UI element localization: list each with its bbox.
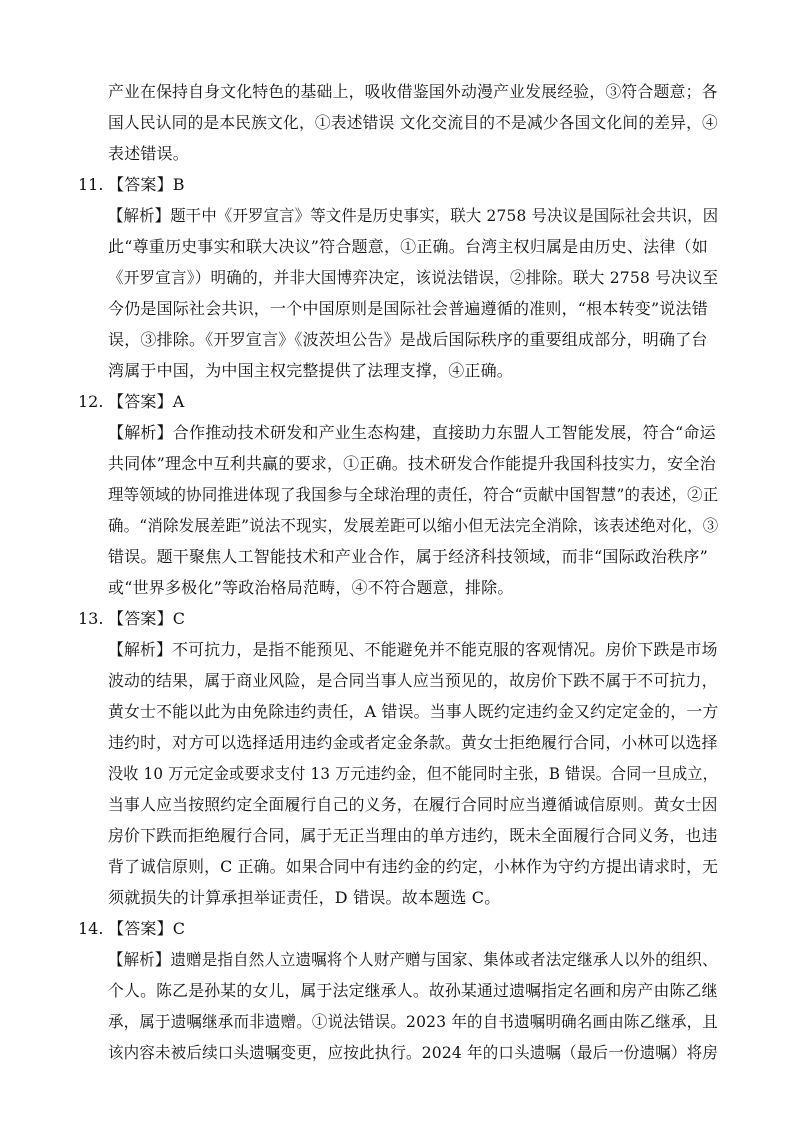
explanation-line: 须就损失的计算承担举证责任，D 错误。故本题选 C。 (108, 888, 501, 907)
explanation-line: 《开罗宣言》）明确的，并非大国博弈决定，该说法错误，②排除。联大 2758 号决议至 (108, 268, 719, 287)
explanation-line: 误，③排除。《开罗宣言》《波茨坦公告》是战后国际秩序的重要组成部分，明确了台 (108, 330, 708, 349)
explanation-line: 共同体”理念中互利共赢的要求，①正确。技术研发合作能提升我国科技实力，安全治 (108, 454, 716, 473)
explanation-line: 【解析】不可抗力，是指不能预见、不能避免并不能克服的客观情况。房价下跌是市场 (108, 640, 718, 659)
answer-label: 【答案】A (108, 392, 185, 411)
intro-line-2: 国人民认同的是本民族文化，①表述错误 文化交流目的不是减少各国文化间的差异，④ (108, 113, 718, 132)
explanation-line: 【解析】合作推动技术研发和产业生态构建，直接助力东盟人工智能发展，符合“命运 (108, 423, 716, 442)
explanation-line: 或“世界多极化”等政治格局范畴，④不符合题意，排除。 (108, 578, 514, 597)
question-number: 12. (78, 392, 104, 411)
explanation-line: 没收 10 万元定金或要求支付 13 万元违约金，但不能同时主张，B 错误。合同一旦成立， (108, 764, 718, 783)
explanation-line: 理等领域的协同推进体现了我国参与全球治理的责任，符合“贡献中国智慧”的表述，②正 (108, 485, 719, 504)
explanation-line: 【解析】遗赠是指自然人立遗嘱将个人财产赠与国家、集体或者法定继承人以外的组织、 (108, 950, 718, 969)
intro-line-3: 表述错误。 (108, 144, 190, 163)
explanation-line: 当事人应当按照约定全面履行自己的义务，在履行合同时应当遵循诚信原则。黄女士因 (108, 795, 718, 814)
explanation-line: 承，属于遗嘱继承而非遗赠。①说法错误。2023 年的自书遗嘱明确名画由陈乙继承，且 (108, 1012, 719, 1031)
explanation-line: 今仍是国际社会共识，一个中国原则是国际社会普遍遵循的准则，“根本转变”说法错 (108, 299, 708, 318)
explanation-line: 确。“消除发展差距”说法不现实，发展差距可以缩小但无法完全消除，该表述绝对化，③ (108, 516, 719, 535)
explanation-line: 波动的结果，属于商业风险，是合同当事人应当预见的，故房价下跌不属于不可抗力， (108, 671, 718, 690)
explanation-line: 错误。题干聚焦人工智能技术和产业合作，属于经济科技领域，而非“国际政治秩序” (108, 547, 708, 566)
explanation-line: 背了诚信原则，C 正确。如果合同中有违约金的约定，小林作为守约方提出请求时，无 (108, 857, 719, 876)
explanation-line: 该内容未被后续口头遗嘱变更，应按此执行。2024 年的口头遗嘱（最后一份遗嘱）将房 (108, 1043, 719, 1062)
explanation-line: 个人。陈乙是孙某的女儿，属于法定继承人。故孙某通过遗嘱指定名画和房产由陈乙继 (108, 981, 718, 1000)
explanation-line: 违约时，对方可以选择适用违约金或者定金条款。黄女士拒绝履行合同，小林可以选择 (108, 733, 718, 752)
explanation-line: 湾属于中国，为中国主权完整提供了法理支撑，④正确。 (108, 361, 514, 380)
intro-line-1: 产业在保持自身文化特色的基础上，吸收借鉴国外动漫产业发展经验，③符合题意；各 (108, 82, 718, 101)
answer-label: 【答案】B (108, 175, 185, 194)
question-number: 11. (78, 175, 104, 194)
explanation-line: 此“尊重历史事实和联大决议”符合题意，①正确。台湾主权归属是由历史、法律（如 (108, 237, 708, 256)
answer-label: 【答案】C (108, 919, 186, 938)
explanation-line: 【解析】题干中《开罗宣言》等文件是历史事实，联大 2758 号决议是国际社会共识，因 (108, 206, 719, 225)
question-number: 13. (78, 609, 104, 628)
explanation-line: 黄女士不能以此为由免除违约责任，A 错误。当事人既约定违约金又约定定金的，一方 (108, 702, 719, 721)
explanation-line: 房价下跌而拒绝履行合同，属于无正当理由的单方违约，既未全面履行合同义务，也违 (108, 826, 718, 845)
question-number: 14. (78, 919, 104, 938)
answer-label: 【答案】C (108, 609, 186, 628)
